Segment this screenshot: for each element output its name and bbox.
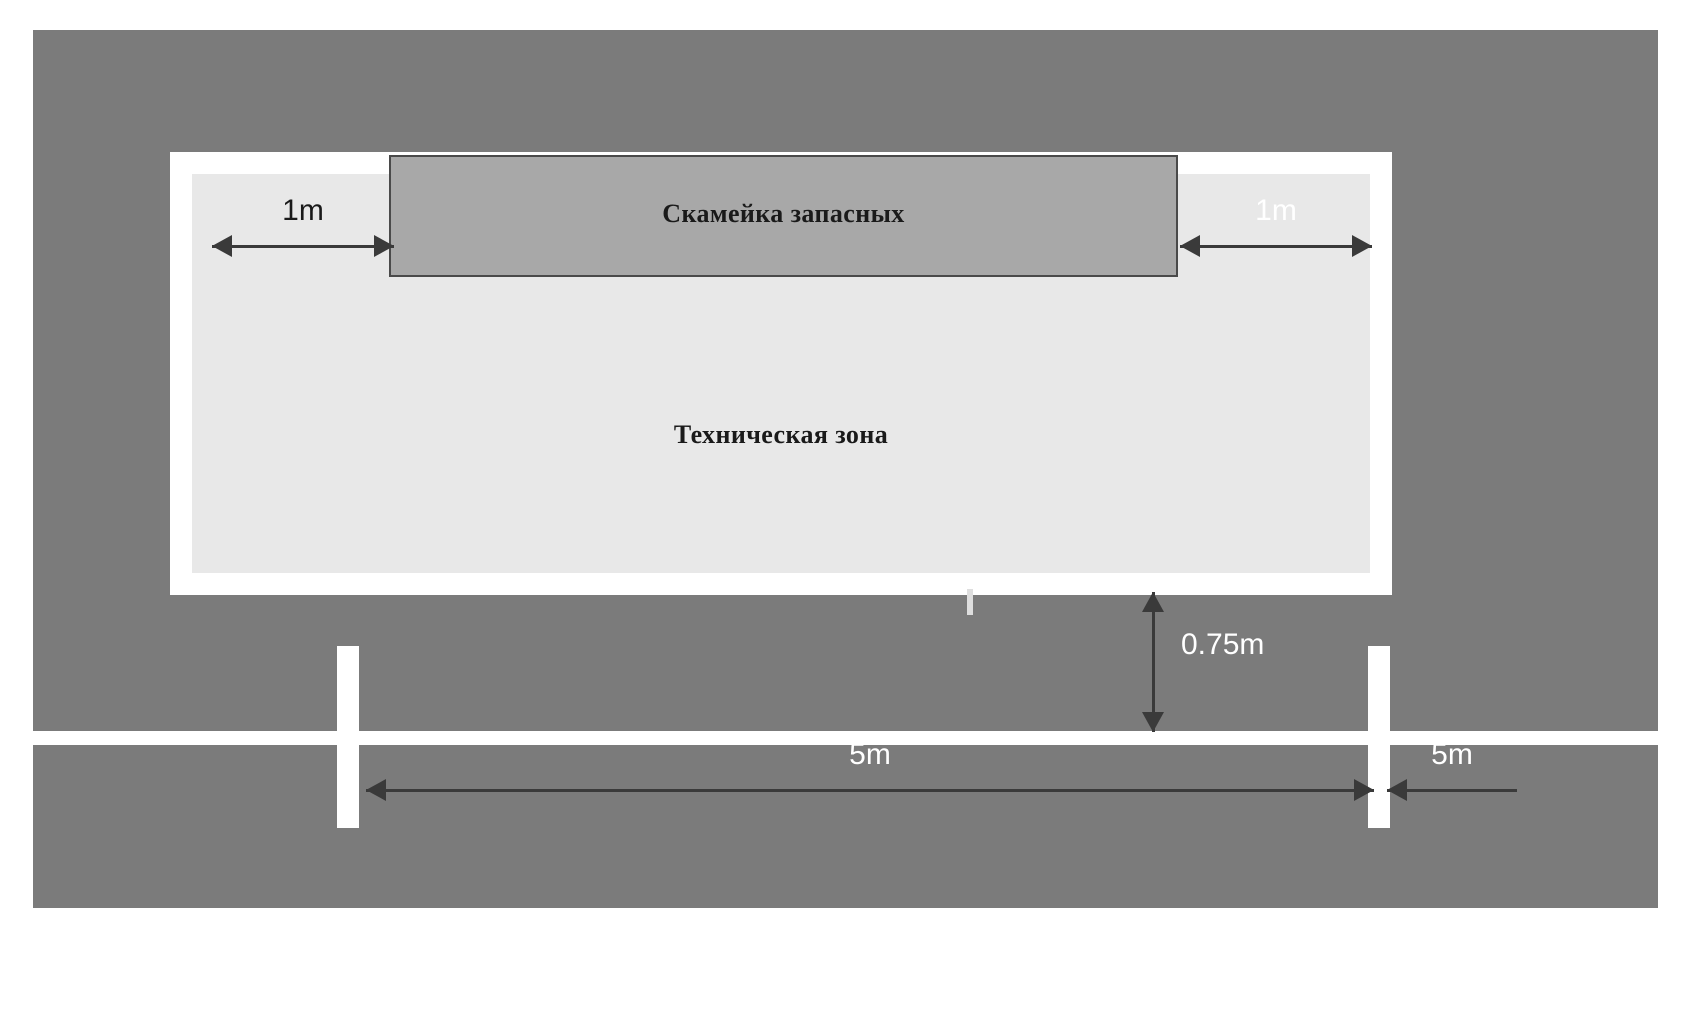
arrow-right-icon	[1352, 235, 1372, 257]
touchline-mark-left	[337, 646, 359, 828]
dimension-touchline-right	[1387, 738, 1517, 810]
dimension-left-margin	[212, 194, 394, 266]
substitutes-bench-label: Скамейка запасных	[662, 199, 905, 228]
dimension-touchline-span-label: 5m	[849, 738, 891, 771]
dimension-line	[212, 245, 394, 248]
dimension-to-touchline-label: 0.75m	[1181, 628, 1265, 661]
arrow-right-icon	[1354, 779, 1374, 801]
dimension-line	[1180, 245, 1372, 248]
dimension-to-touchline	[1133, 592, 1265, 732]
arrow-left-icon	[366, 779, 386, 801]
dimension-touchline-span	[366, 738, 1374, 810]
arrow-down-icon	[1142, 712, 1164, 732]
dimension-line	[1152, 592, 1155, 732]
arrow-up-icon	[1142, 592, 1164, 612]
arrow-left-icon	[212, 235, 232, 257]
arrow-right-icon	[374, 235, 394, 257]
dimension-right-margin-label: 1m	[1255, 194, 1297, 227]
dimension-right-margin	[1180, 194, 1372, 266]
substitutes-bench	[389, 155, 1178, 277]
technical-area-label: Техническая зона	[673, 420, 889, 449]
dimension-touchline-right-label: 5m	[1431, 738, 1473, 771]
technical-area-artifact	[967, 589, 973, 615]
dimension-left-margin-label: 1m	[282, 194, 324, 227]
arrow-left-icon	[1180, 235, 1200, 257]
dimension-line	[366, 789, 1374, 792]
arrow-left-icon	[1387, 779, 1407, 801]
